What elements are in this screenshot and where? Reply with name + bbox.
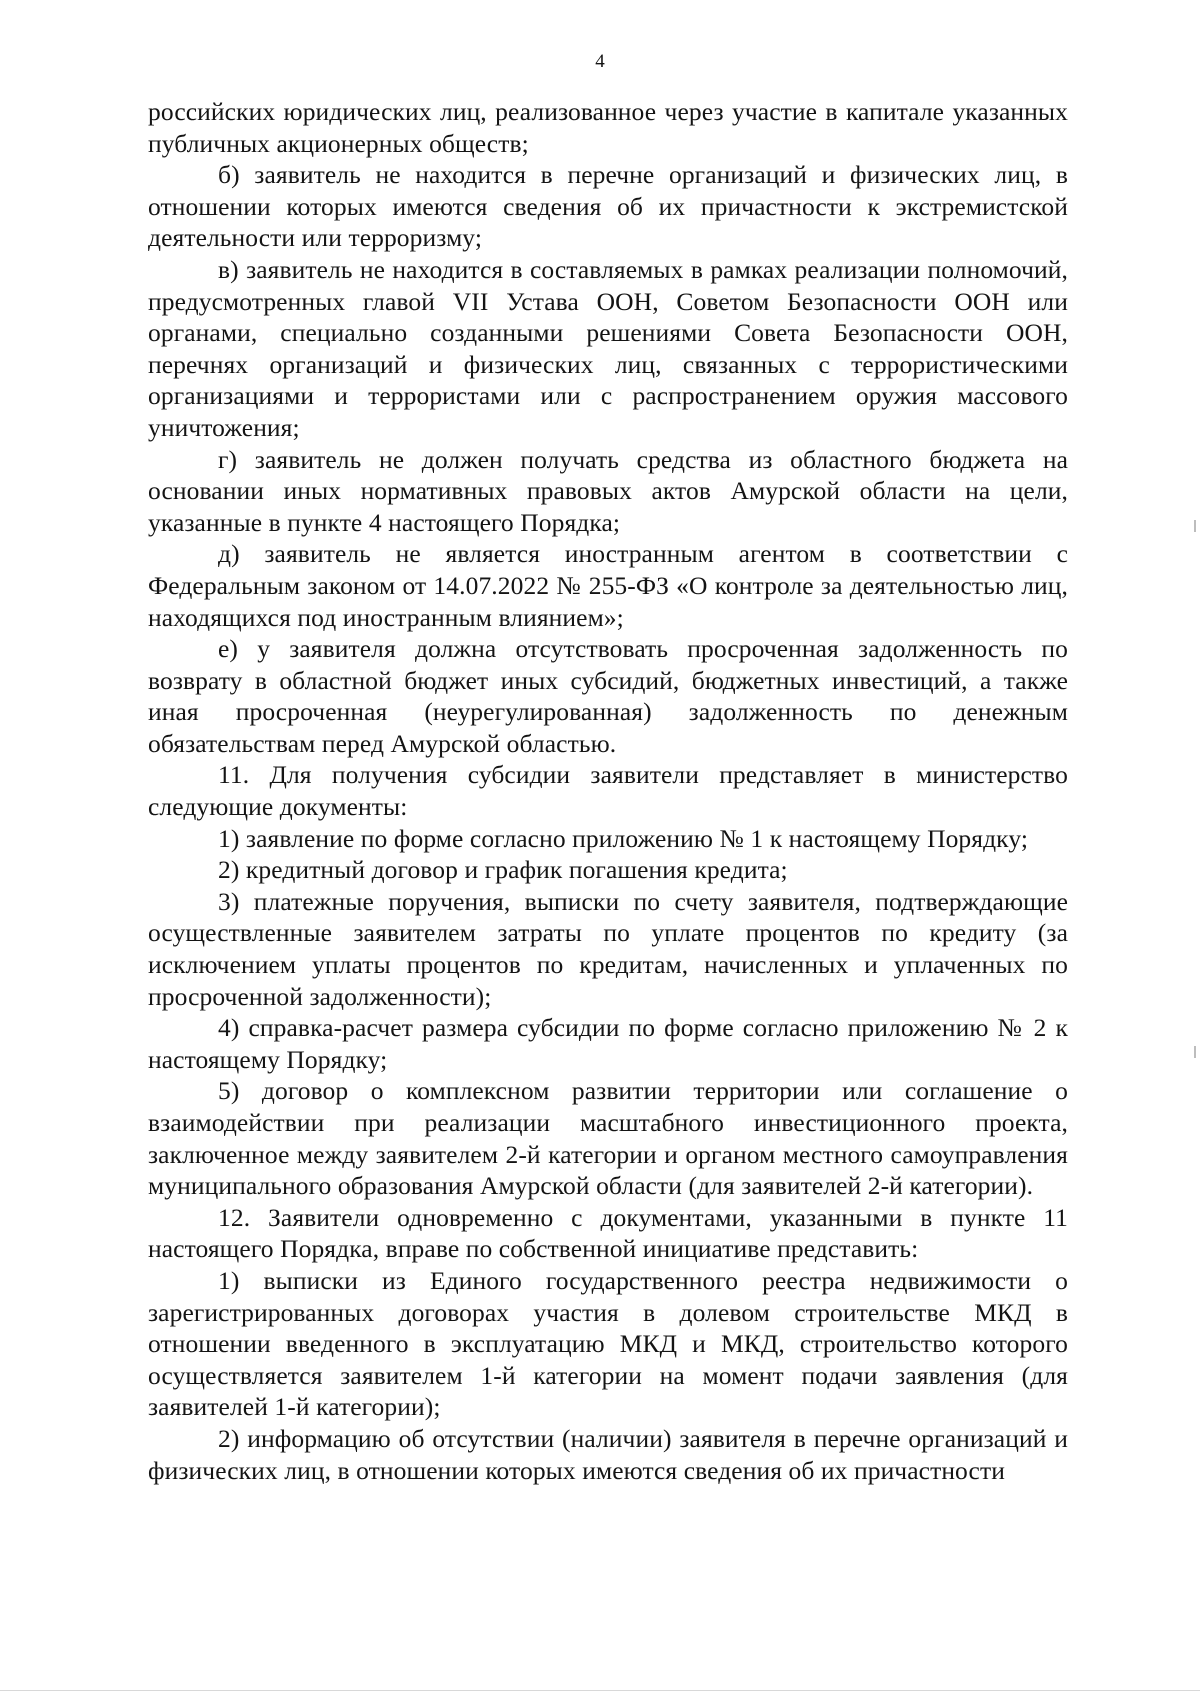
paragraph-clause-11-item-3: 3) платежные поручения, выписки по счету заявителя, подтверждающие осуществленные заявителем затраты по уплате процентов по кредиту (за исключением уплаты процентов по кредитам, начисленных и уплаченных по просроченной задолженности); [148, 886, 1068, 1011]
paragraph-continuation: российских юридических лиц, реализованное через участие в капитале указанных публичных акционерных обществ; [148, 97, 1068, 158]
scan-edge-line [0, 1690, 1200, 1691]
paragraph-item-g: г) заявитель не должен получать средства из областного бюджета на основании иных нормативных правовых актов Амурской области на цели, указанные в пункте 4 настоящего Порядка; [148, 444, 1068, 537]
paragraph-item-e: е) у заявителя должна отсутствовать просроченная задолженность по возврату в областной бюджет иных субсидий, бюджетных инвестиций, а также иная просроченная (неурегулированная) задолженность по денежным обязательствам перед Амурской областью. [148, 634, 1068, 758]
paragraph-item-d: д) заявитель не является иностранным агентом в соответствии с Федеральным законом от 14.07.2022 № 255-ФЗ «О контроле за деятельностью лиц, находящихся под иностранным влиянием»; [148, 539, 1068, 632]
paragraph-item-v: в) заявитель не находится в составляемых в рамках реализации полномочий, предусмотренных главой VII Устава ООН, Советом Безопасности ООН или органами, специально созданными решениями Совета Безопасности ООН, перечнях организаций и физических лиц, связанных с террористическими организациями и террористами или с распространением оружия массового уничтожения; [148, 254, 1068, 442]
paragraph-clause-12: 12. Заявители одновременно с документами, указанными в пункте 11 настоящего Порядка, вправе по собственной инициативе представить: [148, 1202, 1068, 1264]
paragraph-clause-11-item-2: 2) кредитный договор и график погашения кредита; [218, 855, 788, 885]
page-number: 4 [595, 51, 605, 72]
paragraph-clause-11: 11. Для получения субсидии заявители представляет в министерство следующие документы: [148, 760, 1068, 822]
paragraph-clause-12-item-2: 2) информацию об отсутствии (наличии) заявителя в перечне организаций и физических лиц, в отношении которых имеются сведения об их причастности [148, 1423, 1068, 1485]
document-body [148, 96, 1068, 1486]
paragraph-clause-11-item-5: 5) договор о комплексном развитии территории или соглашение о взаимодействии при реализации масштабного инвестиционного проекта, заключенное между заявителем 2-й категории и органом местного самоуправления муниципального образования Амурской области (для заявителей 2-й категории). [148, 1076, 1068, 1201]
paragraph-clause-12-item-1: 1) выписки из Единого государственного реестра недвижимости о зарегистрированных договорах участия в долевом строительстве МКД в отношении введенного в эксплуатацию МКД и МКД, строительство которого осуществляется заявителем 1-й категории на момент подачи заявления (для заявителей 1-й категории); [148, 1265, 1068, 1422]
scan-margin-mark [1194, 520, 1196, 532]
paragraph-item-b: б) заявитель не находится в перечне организаций и физических лиц, в отношении которых имеются сведения об их причастности к экстремистской деятельности или терроризму; [148, 160, 1068, 253]
paragraph-clause-11-item-1: 1) заявление по форме согласно приложению № 1 к настоящему Порядку; [218, 823, 1029, 853]
scan-margin-mark [1194, 1046, 1196, 1058]
paragraph-clause-11-item-4: 4) справка-расчет размера субсидии по форме согласно приложению № 2 к настоящему Порядку; [148, 1013, 1068, 1074]
